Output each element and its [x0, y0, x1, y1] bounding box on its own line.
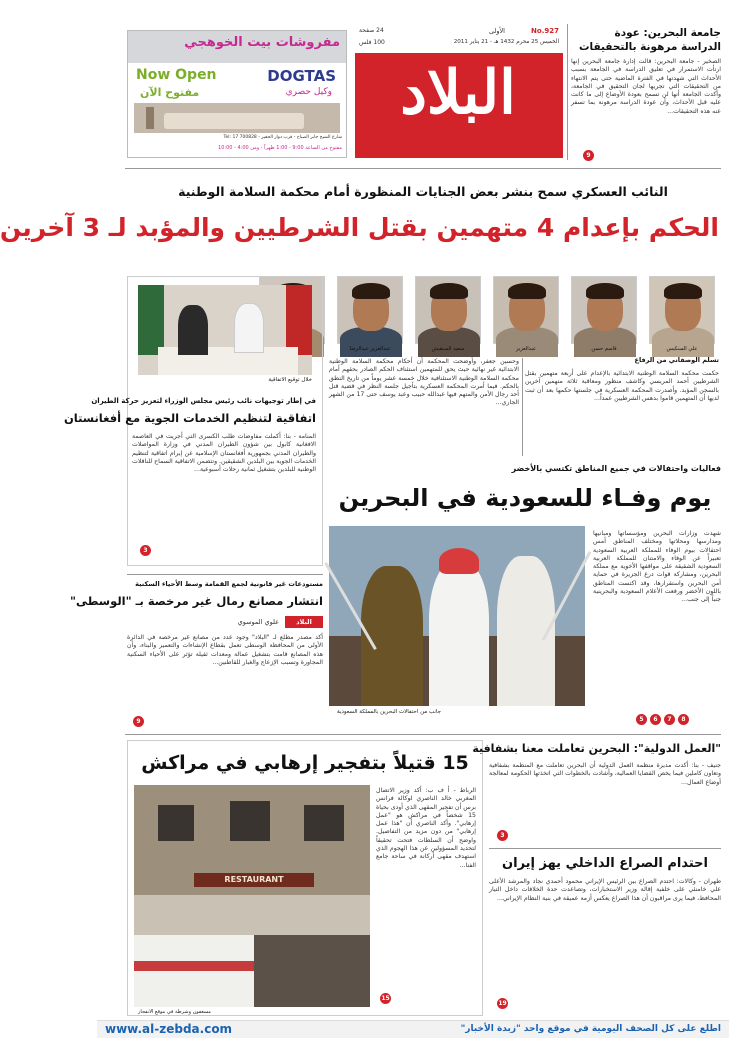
factories-kicker: مستودعات غير قانونية لجمع القمامة وسط الأحياء السكنية	[135, 580, 323, 588]
page-badge: 8	[678, 714, 689, 725]
top-story-title: جامعة البحرين: عودة الدراسة مرهونة بالتحقيقات	[578, 27, 721, 53]
hair-shape	[508, 283, 546, 299]
footer-bar	[97, 1020, 729, 1038]
lead-headline[interactable]: الحكم بإعدام 4 متهمين بقتل الشرطيين والمؤبد لـ 3 آخرين	[0, 213, 719, 242]
shirt-shape	[652, 327, 714, 357]
person-shape	[178, 305, 208, 355]
lead-body-right: حكمت محكمة السلامة الوطنية الابتدائية بالإعدام على أربعة متهمين بقتل الشرطيين أحمد المريسي وكاشف منظور ومعاقبة ثلاثة متهمين آخرين بالسجن المؤبد. وأصدرت المحكمة العسكرية في جلستها حكمها بعد أن ثبت لديها أن المتهمين قاموا بدهس الشرطيين عمداً...	[525, 370, 719, 402]
loyalty-story[interactable]	[329, 460, 721, 728]
divider	[567, 24, 568, 160]
lead-kicker: النائب العسكري سمح بنشر بعض الجنايات المنظورة أمام محكمة السلامة الوطنية	[178, 184, 668, 199]
marrakech-story[interactable]	[127, 740, 483, 1016]
hair-shape	[352, 283, 390, 299]
ad-now-open-ar: مفتوح الآن	[140, 86, 200, 99]
agreement-body: المنامة - بنا: أكملت مفاوضات طلب الكسرى التي أجريت في العاصمة الافغانية كابول بين شؤون الطيران المدني في وزارة المواصلات والطيران المدني بجمهورية أفغانستان الإسلامية عن إبرام اتفاقية لتنظيم الخدمات الجوية بين البلدين الشقيقين. وتتضمن الاتفاقية السماح للناقلات الوطنية للبلدين بتشغيل ثمانية رحلات أسبوعية...	[132, 433, 316, 474]
ad-banner	[128, 31, 346, 63]
lead-sub: تسلم الوصفاني من الرفاع	[634, 356, 719, 364]
agreement-story[interactable]	[63, 276, 323, 566]
divider	[489, 848, 721, 849]
divider	[522, 358, 523, 456]
page-badge: 3	[497, 830, 508, 841]
page-badge: 15	[381, 995, 390, 1002]
ad-now-open: Now Open	[136, 67, 217, 83]
shirt-shape	[496, 327, 558, 357]
iran-story[interactable]	[489, 852, 721, 1016]
loyalty-photo	[329, 526, 585, 706]
mugshot-photo	[649, 276, 715, 344]
diplomacy-body: جنيف - بنا: أكدت مديرة منظمة العمل الدولية أن البحرين تعاملت مع المنظمة بشفافية وتعاون كاملين فيما يخص القضايا العمالية، وأشادت بالخطوات التي اتخذتها الحكومة لمعالجة أوضاع العمال...	[489, 762, 721, 786]
ad-tagline: وكيل حصري	[285, 87, 332, 97]
crowd-shape	[254, 935, 370, 1007]
loyalty-caption: جانب من احتفالات البحرين بالمملكة السعودية	[337, 709, 441, 715]
iran-body: طهران - وكالات: احتدم الصراع بين الرئيس الإيراني محمود أحمدي نجاد والمرشد الأعلى علي خامنئي على خلفية إقالة وزير الاستخبارات، وتصاعدت حدة الخلافات داخل التيار المحافظ، فيما يرى مراقبون أن هذا الصراع يعكس أزمة عميقة في بنية النظام الإيراني...	[489, 878, 721, 902]
mugshot-photo	[571, 276, 637, 344]
masthead-logo: البلاد	[400, 58, 516, 128]
shirt-shape	[574, 327, 636, 357]
restaurant-sign: RESTAURANT	[194, 873, 314, 887]
hair-shape	[430, 283, 468, 299]
shirt-shape	[340, 327, 402, 357]
ad-brand-en: DOGTAS	[267, 67, 336, 85]
marrakech-caption: مسعفون وشرطة في موقع الانفجار	[138, 1009, 211, 1015]
man-gold-cloak	[361, 566, 423, 706]
section-label: الأولى	[488, 27, 505, 35]
mugshot-caption: عبدالعزيز	[515, 346, 537, 352]
factories-body: أكد مصدر مطلع لـ "البلاد" وجود عدد من مصانع غير مرخصة في الدائرة الأولى من المحافظة الوسطى تعمل بقطاع الإنشاءات والتعمير والبناء، وأن هذه المصانع قامت بتشغيل عمالة ومعدات ثقيلة تؤثر على الأحياء السكنية المجاورة وتسبب الإزعاج والغبار للقاطنين...	[127, 634, 323, 666]
ad-brand-ar: مفروشات بيت الخوهجي	[184, 35, 340, 50]
diplomacy-story[interactable]	[472, 740, 721, 844]
factories-headline: انتشار مصانع رمال غير مرخصة بـ "الوسطى"	[69, 594, 323, 608]
date-line: الخميس 25 محرم 1432 هـ - 21 يناير 2011	[453, 39, 559, 45]
agreement-kicker: في إطار توجيهات نائب رئيس مجلس الوزراء لتعزيز حركة الطيران	[91, 397, 316, 405]
footer-url[interactable]: www.al-zebda.com	[105, 1022, 233, 1036]
window-shape	[230, 801, 270, 841]
factories-author: علوي الموسوي	[237, 618, 279, 626]
marrakech-body: الرباط - أ ف ب: أكد وزير الاتصال المغربي خالد الناصري لوكالة فرانس برس أن تفجير المقهى الذي أودى بحياة 15 شخصاً في مراكش هو "عمل إرهابي". وأكد الناصري أن "هذا عمل إرهابي" من دون مزيد من التفاصيل. واوضح أن السلطات فتحت تحقيقاً لتحديد المسؤولين عن هذا الهجوم الذي استهدف مقهى أركانة في ساحة جامع الفنا...	[376, 787, 476, 869]
divider	[125, 168, 721, 169]
mugshot-photo	[337, 276, 403, 344]
masthead	[355, 24, 563, 158]
hair-shape	[586, 283, 624, 299]
flags-shape	[138, 285, 164, 355]
ambulance-shape	[134, 935, 254, 1007]
page-badge: 19	[498, 1000, 507, 1007]
loyalty-kicker: فعاليات واحتفالات في جميع المناطق تكتسي بالأخضر	[511, 464, 721, 473]
man-red-headdress	[439, 548, 479, 574]
divider	[125, 734, 721, 735]
mugshot-caption: علي السنكيس	[666, 346, 698, 352]
agreement-headline: اتفاقية لتنظيم الخدمات الجوية مع أفغانستان	[63, 411, 316, 425]
mugshot-photo	[415, 276, 481, 344]
price: 100 فلس	[359, 39, 385, 46]
page-badges	[636, 714, 689, 725]
mugshot-caption: قاسم حسن	[591, 346, 617, 352]
top-story-body: الصخير - جامعة البحرين: قالت إدارة جامعة البحرين إنها ارتأت الاستمرار في تعليق الدراسة في الجامعة بسبب الأحداث التي شهدتها في الفترة الماضية حتى يتم الانتهاء من التحقيقات التي تجريها لجان التحقيق في الجامعة، وأكدت الجامعة أنها لن تسمح بعودة الأوضاع إلى ما كانت عليه قبل الأحداث، وأن عودة الدراسة مرهونة بما تسفر عنه هذه التحقيقات...	[571, 58, 721, 115]
page-badge: 3	[140, 545, 151, 556]
agreement-caption: خلال توقيع الاتفاقية	[268, 377, 312, 383]
person-shape	[234, 303, 264, 353]
page-badge: 5	[636, 714, 647, 725]
page-badge: 6	[650, 714, 661, 725]
loyalty-headline: يوم وفـاء للسعودية في البحرين	[338, 484, 712, 512]
flags-shape	[286, 285, 312, 355]
page-badge: 7	[664, 714, 675, 725]
shirt-shape	[418, 327, 480, 357]
masthead-info-bar	[355, 24, 563, 54]
window-shape	[304, 805, 344, 841]
ad-hours: مفتوح من الساعة 9:00 - 1:00 ظهراً - ومن 4:00 - 10:00	[218, 145, 342, 151]
divider	[127, 574, 323, 575]
page-badge: 9	[133, 716, 144, 727]
page-badge: 9	[583, 150, 594, 161]
marrakech-photo	[134, 785, 370, 1007]
hair-shape	[664, 283, 702, 299]
ambulance-stripe	[134, 961, 254, 971]
ad-showroom-photo	[134, 103, 340, 133]
factories-tag: البلاد	[285, 616, 323, 628]
lamp-shape	[146, 107, 154, 129]
footer-promo[interactable]: اطلع على كل الصحف اليومية في موقع واحد "زبدة الأخبار"	[460, 1024, 721, 1034]
sofa-shape	[164, 113, 304, 129]
marrakech-headline: 15 قتيلاً بتفجير إرهابي في مراكش	[141, 752, 469, 774]
issue-number: No.927	[531, 27, 559, 35]
window-shape	[158, 805, 194, 841]
signing-photo	[138, 285, 312, 375]
lead-body-left: وحسين جعفر، وأوضحت المحكمة أن أحكام محكمة السلامة الوطنية الابتدائية غير نهائية حيث يحق للمتهمين استئناف الحكم الصادر بحقهم أمام محكمة السلامة الوطنية الاستئنافية خلال خمسة عشر يوماً من تاريخ النطق بالحكم. فيما أمرت المحكمة العسكرية بتأجيل جلسة النظر في قضية قتل أحد رجال الأمن والمتهم فيها عبدالله حبيب وعبد يوسف حتى 17 من الشهر الجاري...	[329, 358, 519, 407]
mugshot-caption: عبدالعزيز عبدالرضا	[349, 346, 391, 352]
loyalty-body: شهدت وزارات البحرين ومؤسساتها ومبانيها ومدارسها ومحلاتها ومختلف المناطق أمس احتفالات بيوم الوفاء للمملكة العربية السعودية تعبيراً عن الوفاء والامتنان للمملكة العربية السعودية الشقيقة على مواقفها الأخوية مع مملكة البحرين، ومشاركة قوات درع الجزيرة في حماية أمن البحرين واستقرارها، وقد اكتست المناطق باللون الأخضر ورفعت الأعلام السعودية والبحرينية جنباً إلى جنب...	[593, 530, 721, 604]
diplomacy-headline: "العمل الدولية": البحرين تعاملت معنا بشفافية	[472, 742, 721, 755]
man-white-robe	[429, 562, 489, 706]
mugshot-photo	[493, 276, 559, 344]
page-count: 24 صفحة	[359, 27, 384, 34]
iran-headline: احتدام الصراع الداخلي يهز إيران	[502, 856, 708, 871]
advertisement[interactable]	[127, 30, 347, 158]
ad-address: شارع الشيخ جابر الصباح - قرب دوار الجفير - Tel: 17 700828	[223, 135, 342, 140]
mugshot-caption: سعيد السنقيش	[431, 346, 465, 352]
factories-story[interactable]	[69, 578, 323, 728]
